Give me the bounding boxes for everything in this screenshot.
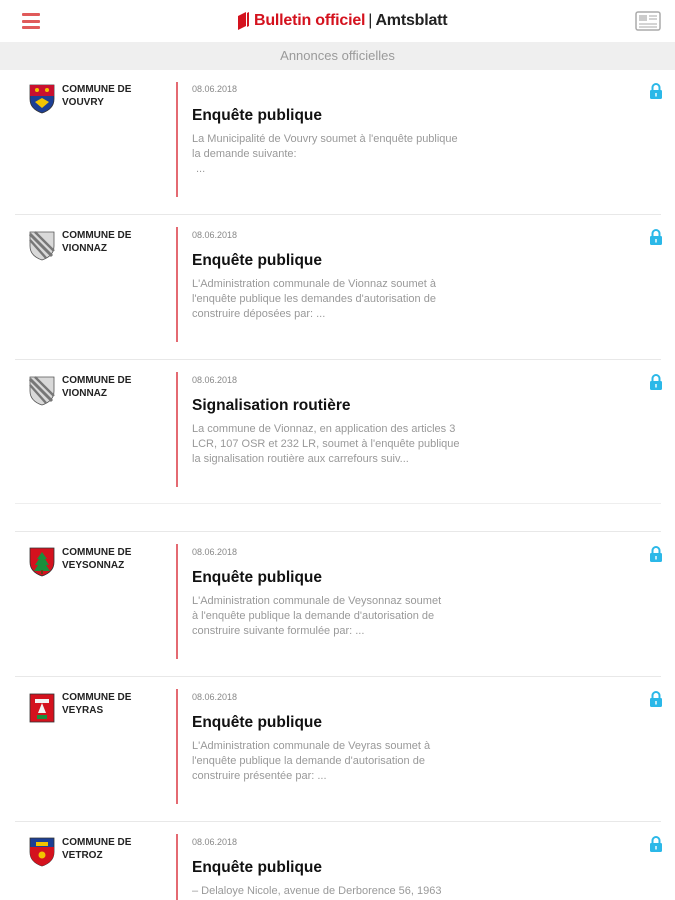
vetroz-crest-icon	[29, 837, 55, 867]
announcement-date: 08.06.2018	[192, 375, 238, 385]
announcement-title: Enquête publique	[192, 107, 323, 124]
divider-line	[176, 544, 178, 659]
announcement-item[interactable]	[15, 677, 661, 822]
announcement-item[interactable]	[15, 822, 661, 900]
announcement-title: Enquête publique	[192, 859, 323, 876]
vouvry-crest-icon	[29, 84, 55, 114]
announcement-item[interactable]	[15, 532, 661, 677]
commune-name: COMMUNE DE VIONNAZ	[62, 375, 132, 399]
vionnaz-crest-icon	[29, 231, 55, 261]
vionnaz-crest-icon	[29, 376, 55, 406]
lock-icon	[649, 835, 663, 853]
lock-icon	[649, 228, 663, 246]
announcement-date: 08.06.2018	[192, 837, 238, 847]
commune-name: COMMUNE DE VOUVRY	[62, 84, 132, 108]
brand-separator: |	[368, 12, 373, 29]
announcement-date: 08.06.2018	[192, 692, 238, 702]
newspaper-icon[interactable]	[635, 11, 661, 31]
commune-name: COMMUNE DE VIONNAZ	[62, 230, 132, 254]
announcement-excerpt: L'Administration communale de Veyras soumet à l'enquête publique la demande d'autorisation de construire présentée par: ...	[192, 740, 431, 782]
bulletin-logo-icon	[237, 11, 250, 31]
announcement-excerpt: La Municipalité de Vouvry soumet à l'enquête publique la demande suivante: ...	[192, 133, 458, 175]
announcement-item[interactable]	[15, 360, 661, 532]
announcement-date: 08.06.2018	[192, 547, 238, 557]
lock-icon	[649, 545, 663, 563]
divider-line	[176, 372, 178, 487]
lock-icon	[649, 82, 663, 100]
announcement-excerpt: L'Administration communale de Veysonnaz soumet à l'enquête publique la demande d'autorisation de construire suivante formulée par: ...	[192, 595, 442, 637]
announcement-title: Enquête publique	[192, 714, 323, 731]
announcement-excerpt: – Delaloye Nicole, avenue de Derborence 56, 1963	[192, 885, 442, 897]
row-separator	[15, 503, 661, 504]
section-title: Annonces officielles	[0, 42, 675, 70]
announcement-date: 08.06.2018	[192, 84, 238, 94]
announcement-title: Signalisation routière	[192, 397, 351, 414]
commune-name: COMMUNE DE VETROZ	[62, 837, 132, 861]
veysonnaz-crest-icon	[29, 547, 55, 577]
divider-line	[176, 82, 178, 197]
hamburger-menu-icon[interactable]	[22, 13, 40, 29]
announcement-excerpt: L'Administration communale de Vionnaz soumet à l'enquête publique les demandes d'autorisation de construire déposées par: ...	[192, 278, 437, 320]
veyras-crest-icon	[29, 693, 55, 723]
announcement-item[interactable]	[15, 215, 661, 360]
announcement-item[interactable]	[15, 70, 661, 215]
divider-line	[176, 227, 178, 342]
brand-name-german: Amtsblatt	[375, 12, 448, 29]
app-header	[0, 0, 675, 42]
lock-icon	[649, 690, 663, 708]
commune-name: COMMUNE DE VEYSONNAZ	[62, 547, 132, 571]
brand-name: Bulletin officiel	[254, 12, 366, 29]
announcement-date: 08.06.2018	[192, 230, 238, 240]
announcement-list	[0, 70, 675, 900]
divider-line	[176, 834, 178, 900]
divider-line	[176, 689, 178, 804]
commune-name: COMMUNE DE VEYRAS	[62, 692, 132, 716]
brand-logo	[237, 10, 447, 32]
announcement-title: Enquête publique	[192, 569, 323, 586]
announcement-excerpt: La commune de Vionnaz, en application des articles 3 LCR, 107 OSR et 232 LR, soumet à l'enquête publique la signalisation routière aux carrefours suiv...	[192, 423, 460, 465]
announcement-title: Enquête publique	[192, 252, 323, 269]
lock-icon	[649, 373, 663, 391]
